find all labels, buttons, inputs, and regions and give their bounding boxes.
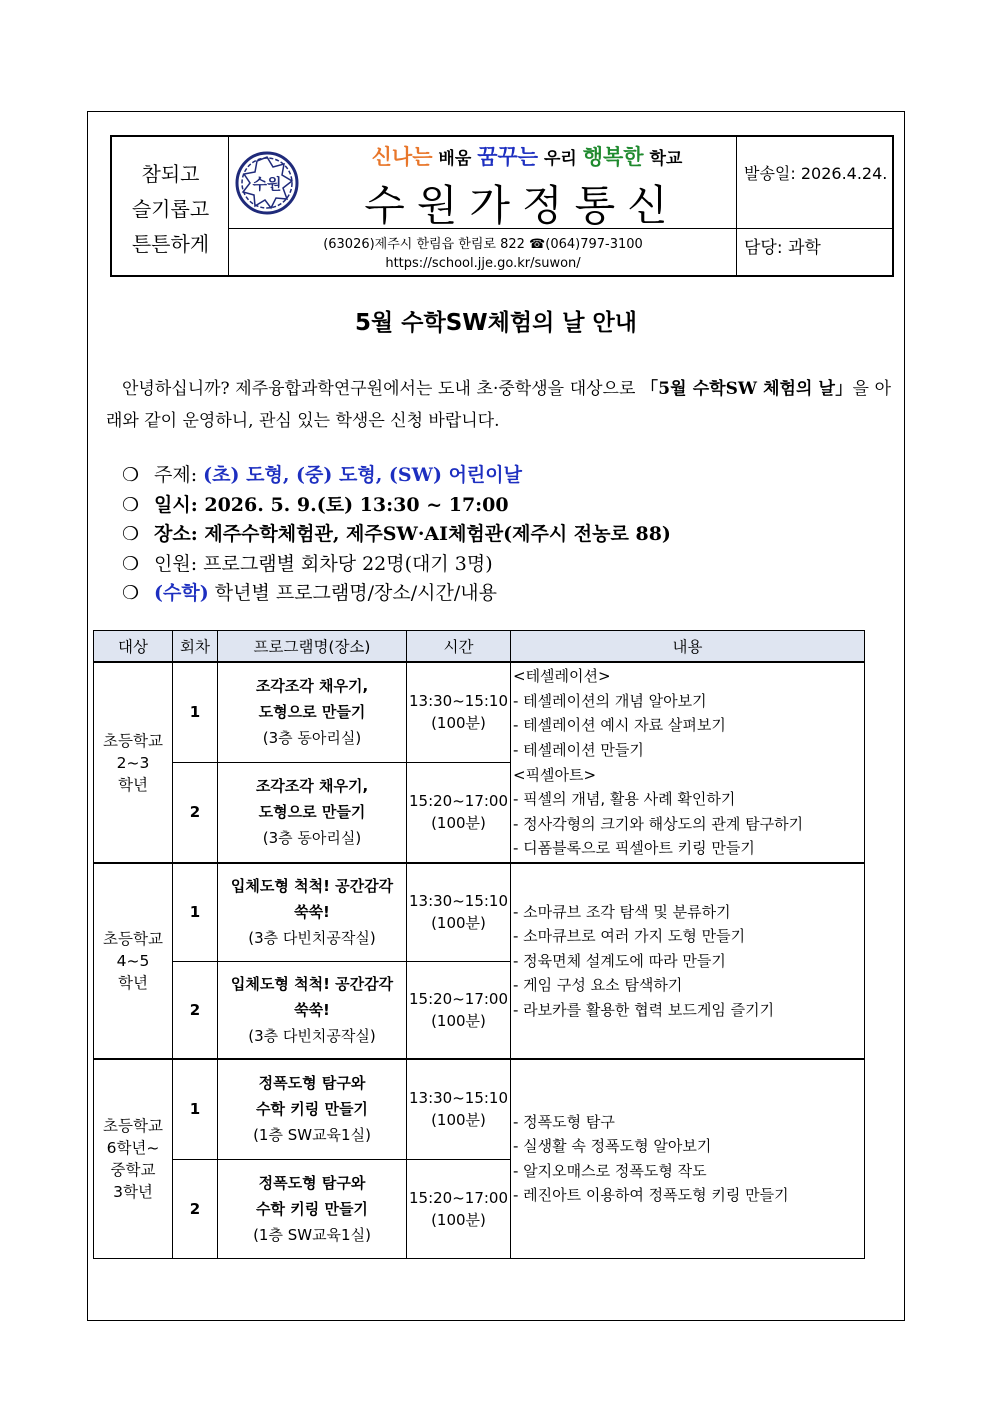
slogan-word: 우리	[538, 149, 583, 169]
newsletter-title: 수원가정통신	[364, 181, 680, 230]
school-address	[230, 235, 736, 273]
program-room: (3층 다빈치공작실)	[248, 929, 376, 948]
round-cell: 1	[173, 1059, 218, 1159]
info-item	[122, 490, 882, 520]
program-room: (3층 동아리실)	[262, 829, 362, 848]
program-room: (1층 SW교육1실)	[253, 1126, 371, 1145]
sent-date: 발송일: 2026.4.24.	[744, 164, 888, 183]
time-cell: 13:30~15:10 (100분)	[407, 662, 511, 762]
motto-line: 참되고	[141, 162, 200, 186]
motto-line: 슬기롭고	[131, 197, 210, 221]
content-cell: - 소마큐브 조각 탐색 및 분류하기 - 소마큐브로 여러 가지 도형 만들기 - 정육면체 설계도에 따라 만들기 - 게임 구성 요소 탐색하기 - 라보카를 활용한 협력 보드게임 즐기기	[511, 863, 865, 1059]
round-cell: 2	[173, 961, 218, 1059]
info-value: (초) 도형, (중) 도형, (SW) 어린이날	[203, 464, 522, 486]
time-cell: 15:20~17:00 (100분)	[407, 1159, 511, 1258]
round-cell: 1	[173, 863, 218, 961]
info-label: 인원:	[154, 552, 204, 575]
bullet-icon: ❍	[122, 582, 140, 604]
column-header: 시간	[407, 631, 511, 663]
slogan-word: 배움	[432, 149, 478, 169]
address-line: (63026)제주시 한림읍 한림로 822 ☎(064)797-3100	[323, 237, 643, 252]
info-value: 제주수학체험관, 제주SW·AI체험관(제주시 전농로 88)	[204, 523, 671, 545]
round-cell: 1	[173, 662, 218, 762]
slogan-word: 신나는	[371, 145, 433, 169]
school-logo-icon	[235, 151, 299, 215]
program-cell: 정폭도형 탐구와 수학 키링 만들기 (1층 SW교육1실)	[218, 1159, 407, 1258]
newsletter-header	[110, 135, 894, 277]
info-item	[122, 578, 882, 608]
time-cell: 13:30~15:10 (100분)	[407, 863, 511, 961]
info-label: 주제:	[154, 464, 204, 486]
info-label: 장소:	[154, 523, 205, 545]
program-room: (3층 동아리실)	[262, 729, 362, 748]
column-header: 대상	[94, 631, 173, 663]
program-cell: 조각조각 채우기, 도형으로 만들기 (3층 동아리실)	[218, 662, 407, 762]
table-row	[94, 662, 865, 762]
logo-text: 수원	[252, 175, 282, 193]
column-header: 내용	[511, 631, 865, 663]
responsible-dept: 담당: 과학	[744, 238, 821, 258]
target-cell: 초등학교 2~3 학년	[94, 662, 173, 863]
bullet-icon: ❍	[122, 552, 140, 575]
column-header: 회차	[173, 631, 218, 663]
document-title: 5월 수학SW체험의 날 안내	[355, 310, 637, 336]
content-cell: <테셀레이션> - 테셀레이션의 개념 알아보기 - 테셀레이션 예시 자료 살펴보기 - 테셀레이션 만들기 <픽셀아트> - 픽셀의 개념, 활용 사례 확인하기 - 정사각형의 크기와 해상도의 관계 탐구하기 - 디폼블록으로 픽셀아트 키링 만들기	[511, 662, 865, 863]
info-list	[122, 460, 882, 608]
column-header: 프로그램명(장소)	[218, 631, 407, 663]
target-cell: 초등학교 4~5 학년	[94, 863, 173, 1059]
intro-paragraph	[106, 373, 891, 437]
content-cell: - 정폭도형 탐구 - 실생활 속 정폭도형 알아보기 - 알지오매스로 정폭도형 작도 - 레진아트 이용하여 정폭도형 키링 만들기	[511, 1059, 865, 1258]
program-cell: 정폭도형 탐구와 수학 키링 만들기 (1층 SW교육1실)	[218, 1059, 407, 1159]
program-room: (1층 SW교육1실)	[253, 1225, 371, 1244]
program-cell: 입체도형 척척! 공간감각 쑥쑥! (3층 다빈치공작실)	[218, 961, 407, 1059]
info-value: 학년별 프로그램명/장소/시간/내용	[208, 582, 497, 604]
info-label: (수학)	[154, 582, 209, 604]
bullet-icon: ❍	[122, 464, 140, 486]
info-label: 일시:	[154, 493, 205, 516]
round-cell: 2	[173, 1159, 218, 1258]
school-url: https://school.jje.go.kr/suwon/	[385, 256, 581, 271]
info-item	[122, 460, 882, 490]
intro-text: 안녕하십니까? 제주융합과학연구원에서는 도내 초·중학생을 대상으로	[122, 379, 642, 399]
info-value: 2026. 5. 9.(토) 13:30 ~ 17:00	[204, 493, 509, 516]
table-row	[94, 863, 865, 961]
table-row	[94, 1059, 865, 1159]
info-item	[122, 549, 882, 579]
round-cell: 2	[173, 762, 218, 863]
motto-line: 튼튼하게	[131, 232, 210, 256]
program-cell: 조각조각 채우기, 도형으로 만들기 (3층 동아리실)	[218, 762, 407, 863]
slogan-word: 꿈꾸는	[477, 145, 539, 169]
slogan-word: 행복한	[582, 145, 644, 169]
table-header-row	[94, 631, 865, 663]
time-cell: 15:20~17:00 (100분)	[407, 762, 511, 863]
bullet-icon: ❍	[122, 523, 140, 545]
program-table	[93, 630, 865, 1259]
event-name: 「5월 수학SW 체험의 날」	[641, 379, 853, 399]
intro-text: 을 아래와 같이 운영하니, 관심 있는 학생은 신청 바랍니다.	[106, 379, 891, 431]
school-motto	[112, 157, 229, 262]
time-cell: 15:20~17:00 (100분)	[407, 961, 511, 1059]
program-cell: 입체도형 척척! 공간감각 쑥쑥! (3층 다빈치공작실)	[218, 863, 407, 961]
target-cell: 초등학교 6학년~ 중학교 3학년	[94, 1059, 173, 1258]
slogan-word: 학교	[643, 149, 683, 169]
info-item	[122, 519, 882, 549]
time-cell: 13:30~15:10 (100분)	[407, 1059, 511, 1159]
info-value: 프로그램별 회차당 22명(대기 3명)	[203, 552, 493, 575]
bullet-icon: ❍	[122, 493, 140, 516]
school-slogan	[312, 141, 742, 171]
program-room: (3층 다빈치공작실)	[248, 1026, 376, 1045]
